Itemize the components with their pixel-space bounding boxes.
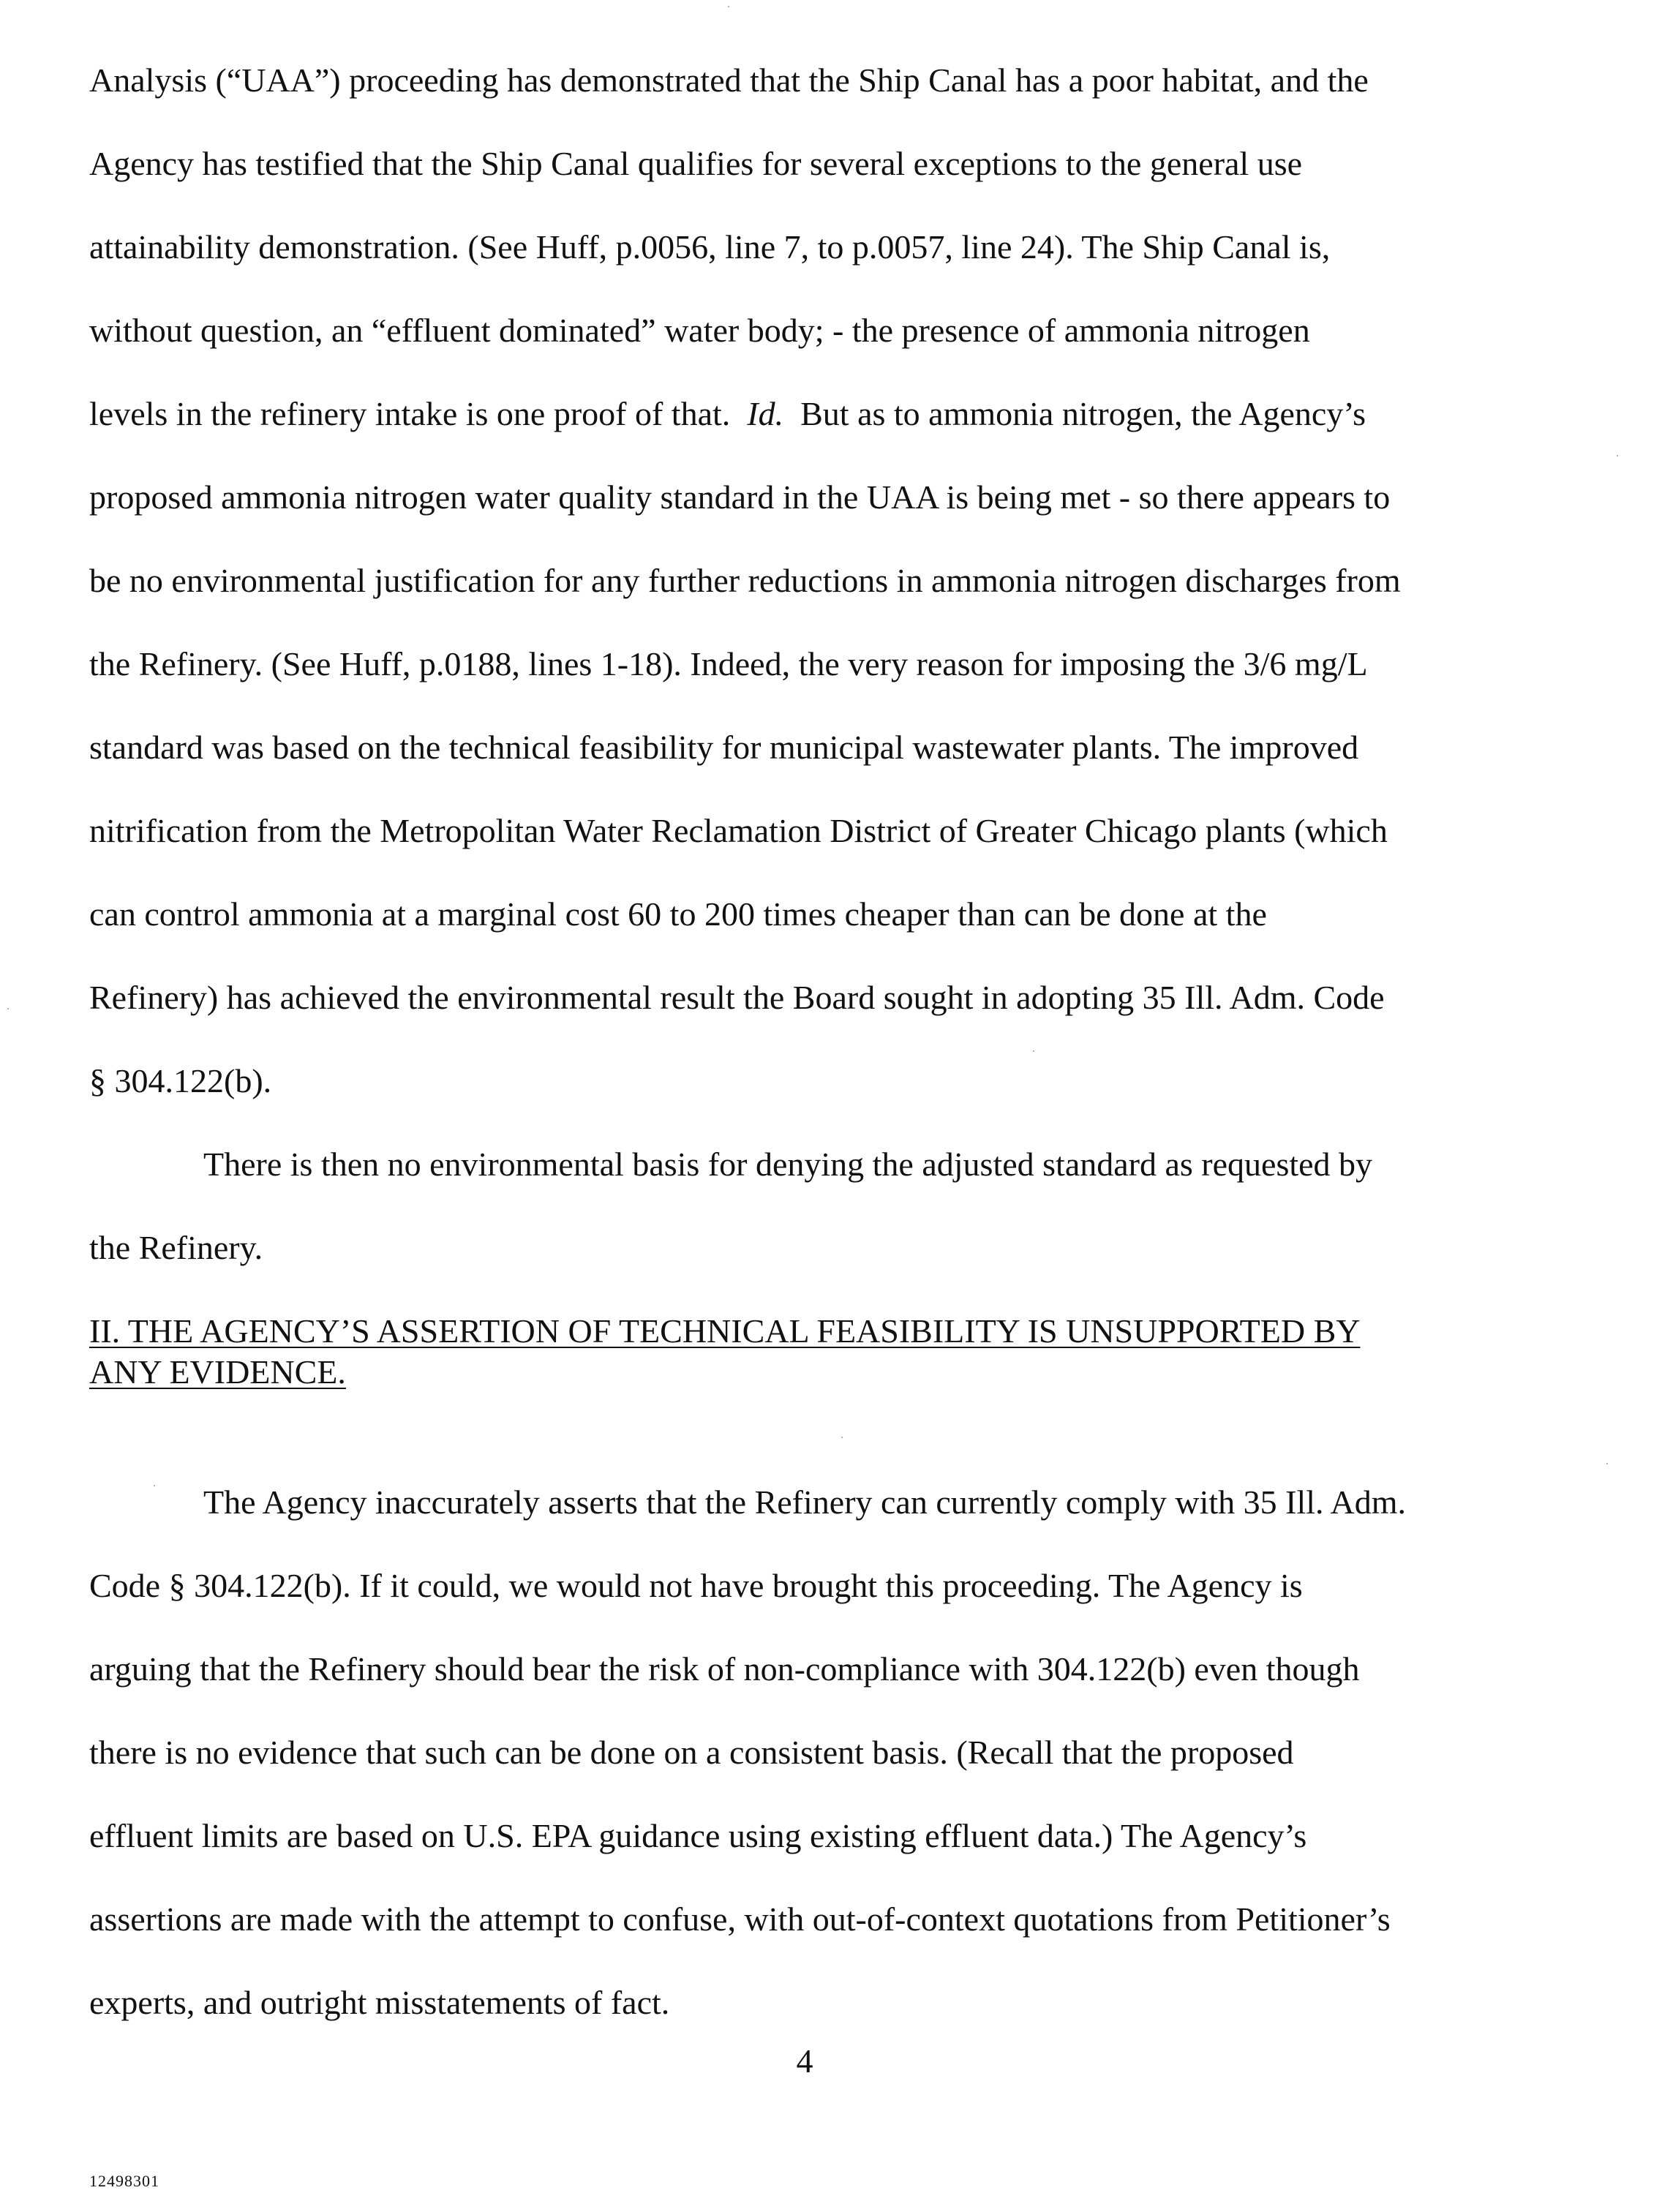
scan-speck — [728, 6, 729, 7]
scan-speck — [1033, 1050, 1034, 1052]
text-line: experts, and outright misstatements of fact. — [89, 1984, 670, 2021]
document-id: 12498301 — [89, 2172, 159, 2190]
text-line: the Refinery. (See Huff, p.0188, lines 1-18). Indeed, the very reason for imposing the 3/6 mg/L — [89, 645, 1368, 682]
text-line: effluent limits are based on U.S. EPA guidance using existing effluent data.) The Agency’s — [89, 1817, 1307, 1854]
scan-speck — [1617, 455, 1618, 456]
text-line: There is then no environmental basis for denying the adjusted standard as requested by — [203, 1146, 1373, 1183]
heading-line: II. THE AGENCY’S ASSERTION OF TECHNICAL FEASIBILITY IS UNSUPPORTED BY — [89, 1312, 1361, 1350]
text-line: nitrification from the Metropolitan Water Reclamation District of Greater Chicago plants (which — [89, 812, 1388, 849]
text-line: attainability demonstration. (See Huff, p.0056, line 7, to p.0057, line 24). The Ship Canal is, — [89, 228, 1331, 266]
heading-line: ANY EVIDENCE. — [89, 1353, 346, 1391]
text-segment: levels in the refinery intake is one proof of that. — [89, 395, 731, 432]
text-line: Refinery) has achieved the environmental result the Board sought in adopting 35 Ill. Adm. Code — [89, 979, 1385, 1016]
text-line: § 304.122(b). — [89, 1062, 272, 1099]
text-line: can control ammonia at a marginal cost 60 to 200 times cheaper than can be done at the — [89, 895, 1267, 933]
text-segment: But as to ammonia nitrogen, the Agency’s — [800, 395, 1366, 432]
text-line: Code § 304.122(b). If it could, we would not have brought this proceeding. The Agency is — [89, 1567, 1303, 1604]
text-line: standard was based on the technical feasibility for municipal wastewater plants. The improved — [89, 729, 1359, 766]
text-line: assertions are made with the attempt to confuse, with out-of-context quotations from Petitioner’s — [89, 1900, 1391, 1938]
text-line: arguing that the Refinery should bear the risk of non-compliance with 304.122(b) even though — [89, 1650, 1360, 1688]
text-line: The Agency inaccurately asserts that the Refinery can currently comply with 35 Ill. Adm. — [203, 1483, 1406, 1521]
italic-citation: Id. — [747, 395, 784, 432]
text-line — [89, 394, 1366, 434]
page-number: 4 — [796, 2042, 813, 2080]
text-line: Analysis (“UAA”) proceeding has demonstrated that the Ship Canal has a poor habitat, and the — [89, 61, 1369, 99]
text-line: there is no evidence that such can be done on a consistent basis. (Recall that the proposed — [89, 1734, 1294, 1771]
text-line: proposed ammonia nitrogen water quality standard in the UAA is being met - so there appears to — [89, 478, 1391, 516]
text-line: the Refinery. — [89, 1229, 263, 1266]
scan-speck — [7, 1008, 9, 1009]
text-line: without question, an “effluent dominated” water body; - the presence of ammonia nitrogen — [89, 312, 1310, 349]
text-line: Agency has testified that the Ship Canal qualifies for several exceptions to the general use — [89, 145, 1303, 182]
scan-speck — [154, 1485, 155, 1486]
scan-speck — [841, 1437, 843, 1438]
text-line: be no environmental justification for any further reductions in ammonia nitrogen discharges from — [89, 562, 1401, 599]
scan-speck — [1606, 1463, 1608, 1464]
